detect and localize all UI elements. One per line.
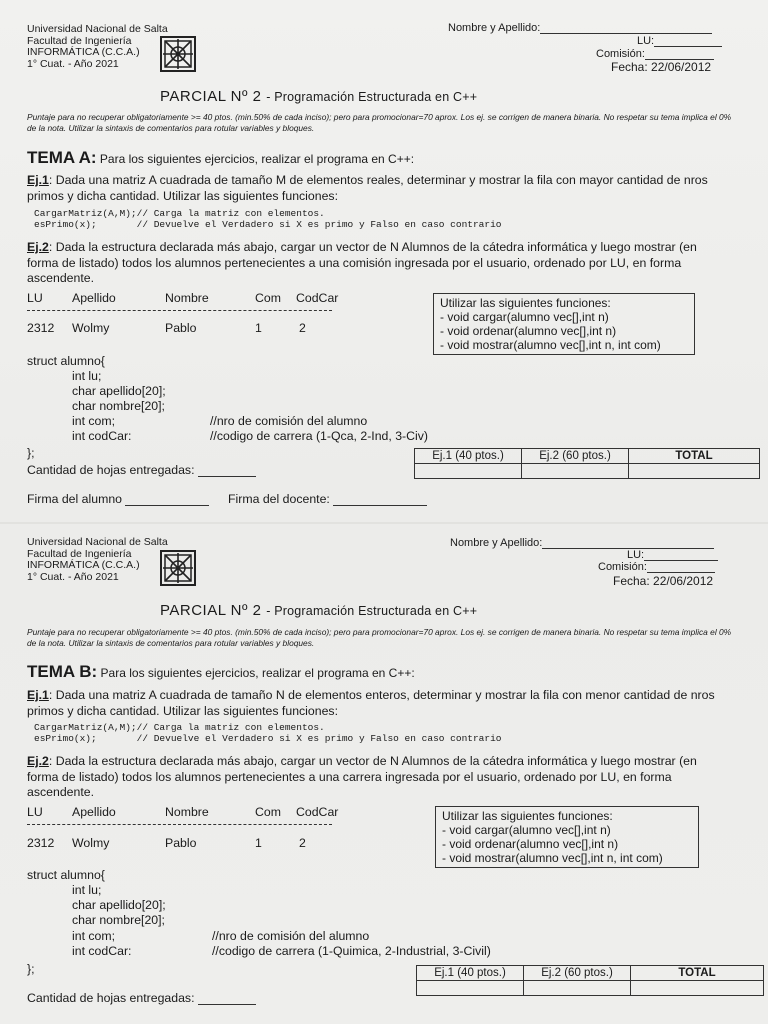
university-block: Universidad Nacional de Salta Facultad de Ingeniería INFORMÁTICA (C.C.A.) 1° Cuat. - Año 2021 — [27, 536, 168, 583]
functions-box-a: Utilizar las siguientes funciones: - void cargar(alumno vec[],int n) - void ordenar(alumno vec[],int n) - void mostrar(alumno vec[],int n, int com) — [433, 293, 695, 355]
grading-note: Puntaje para no recuperar obligatoriamente >= 40 ptos. (min.50% de cada inciso); pero para promocionar=70 aprox. Los ej. se corrigen de manera binaria. No respetar su tema implica el 0% de la nota. Utilizar la sintaxis de comentarios para rotular variables y bloques. — [27, 112, 732, 133]
lu-field[interactable]: LU: — [627, 549, 718, 561]
hojas-field[interactable]: Cantidad de hojas entregadas: — [27, 463, 256, 477]
comision-field[interactable]: Comisión: — [598, 561, 715, 573]
firma-docente-field[interactable]: Firma del docente: — [228, 492, 427, 506]
score-cell-ej1[interactable] — [415, 464, 522, 479]
faculty-logo-icon — [160, 550, 196, 586]
score-cell-total[interactable] — [631, 981, 764, 996]
score-cell-ej2[interactable] — [524, 981, 631, 996]
hojas-field[interactable]: Cantidad de hojas entregadas: — [27, 991, 256, 1005]
tema-b-ej1: Ej.1: Dada una matriz A cuadrada de tamaño N de elementos enteros, determinar y mostrar la fila con menor cantidad de nros primos y dicha cantidad. Utilizar las siguientes funciones: — [27, 688, 715, 718]
exam-page: Universidad Nacional de Salta Facultad de Ingeniería INFORMÁTICA (C.C.A.) 1° Cuat. - Año 2021 Nombre y Apellido: LU: Comisión: Fecha: 22/06/2012 PARCIAL Nº 2 - Programación Estructurada en C++ Puntaje para no recuperar obligatoriamente >= 40 ptos. (min.50% de cada inciso); pero para promocionar=70 aprox. Los ej. se corrigen de manera binaria. No respetar su tema implica el 0% de la nota. Utilizar la sintaxis de comentarios para rotular variables y bloques. TEMA A: Para los siguientes ejercicios, realizar el programa en C++: Ej.1: Dada una matriz A cuadrada de tamaño M de elementos reales, determinar y mostrar la fila con mayor cantidad de nros primos y dicha cantidad. Utilizar las siguientes funciones: CargarMatriz(A,M);// Carga la matriz con elementos. esPrimo(x); // Devuelve el Verdadero si X es primo y Falso en caso contrario Ej.2: Dada la estructura declarada más abajo, cargar un vector de N Alumnos de la cátedra informática y luego mostrar (en forma de listado) todos los alumnos pertenecientes a una comisión ingresada por el usuario, ordenado por LU, en forma ascendente. LU Apellido Nombre Com CodCar 2312 Wolmy Pablo 1 2 Utilizar las siguientes funciones: - void cargar(alumno vec[],int n) - void ordenar(alumno vec[],int n) - void mostrar(alumno vec[],int n, int com) struct alumno{ int lu; char apellido[20]; char nombre[20]; int com; //nro de comisión del alumno int codCar: //codigo de carrera (1-Qca, 2-Ind, 3-Civ) }; Ej.1 (40 ptos.) Ej.2 (60 ptos.) TOTAL Cantidad de hojas entregadas: Firma del alumno Firma del docente: Universidad Nacional de Salta Facultad de Ingeniería INFORMÁTICA (C.C.A.) 1° Cuat. - Año 2021 Nombre y Apellido: LU: Comisión: Fecha: 22/06/2012 PARCIAL Nº 2 - Programación Estructurada en C++ Puntaje para no recuperar obligatoriamente >= 40 ptos. (min.50% de cada inciso); pero para promocionar=70 aprox. Los ej. se corrigen de manera binaria. No respetar su tema implica el 0% de la nota. Utilizar la sintaxis de comentarios para rotular variables y bloques. TEMA B: Para los siguientes ejercicios, realizar el programa en C++: Ej.1: Dada una matriz A cuadrada de tamaño N de elementos enteros, determinar y mostrar la fila con menor cantidad de nros primos y dicha cantidad. Utilizar las siguientes funciones: CargarMatriz(A,M);// Carga la matriz con elementos. esPrimo(x); // Devuelve el Verdadero si X es primo y Falso en caso contrario Ej.2: Dada la estructura declarada más abajo, cargar un vector de N Alumnos de la cátedra informática y luego mostrar (en forma de listado) todos los alumnos pertenecientes a una carrera ingresada por el usuario, ordenado por LU, en forma ascendente. LU Apellido Nombre Com CodCar 2312 Wolmy Pablo 1 2 Utilizar las siguientes funciones: - void cargar(alumno vec[],int n) - void ordenar(alumno vec[],int n) - void mostrar(alumno vec[],int n, int com) struct alumno{ int lu; char apellido[20]; char nombre[20]; int com; //nro de comisión del alumno int codCar: //codigo de carrera (1-Quimica, 2-Industrial, 3-Civil) }; Ej.1 (40 ptos.) Ej.2 (60 ptos.) TOTAL Cantidad de hojas entregadas: — [0, 0, 768, 1024]
tema-b-heading: TEMA B: Para los siguientes ejercicios, realizar el programa en C++: — [27, 662, 415, 681]
score-cell-ej2[interactable] — [522, 464, 629, 479]
nombre-field[interactable]: Nombre y Apellido: — [448, 22, 712, 34]
faculty-logo-icon — [160, 36, 196, 72]
page-separator — [0, 522, 768, 524]
tema-b-ej1-code: CargarMatriz(A,M);// Carga la matriz con elementos. esPrimo(x); // Devuelve el Verdadero si X es primo y Falso en caso contrario — [34, 722, 502, 744]
score-cell-total[interactable] — [629, 464, 760, 479]
functions-box-b: Utilizar las siguientes funciones: - void cargar(alumno vec[],int n) - void ordenar(alumno vec[],int n) - void mostrar(alumno vec[],int n, int com) — [435, 806, 699, 868]
score-cell-ej1[interactable] — [417, 981, 524, 996]
nombre-field[interactable]: Nombre y Apellido: — [450, 537, 714, 549]
firma-alumno-field[interactable]: Firma del alumno — [27, 492, 209, 506]
tema-a-ej1-code: CargarMatriz(A,M);// Carga la matriz con elementos. esPrimo(x); // Devuelve el Verdadero si X es primo y Falso en caso contrario — [34, 208, 502, 230]
lu-field[interactable]: LU: — [637, 35, 722, 47]
tema-a-ej2: Ej.2: Dada la estructura declarada más abajo, cargar un vector de N Alumnos de la cátedra informática y luego mostrar (en forma de listado) todos los alumnos pertenecientes a una comisión ingresada por el usuario, ordenado por LU, en forma ascendente. — [27, 240, 697, 285]
table-divider — [27, 824, 332, 825]
grading-note: Puntaje para no recuperar obligatoriamente >= 40 ptos. (min.50% de cada inciso); pero para promocionar=70 aprox. Los ej. se corrigen de manera binaria. No respetar su tema implica el 0% de la nota. Utilizar la sintaxis de comentarios para rotular variables y bloques. — [27, 627, 732, 648]
exam-date: Fecha: 22/06/2012 — [613, 574, 714, 588]
tema-a-ej1: Ej.1: Dada una matriz A cuadrada de tamaño M de elementos reales, determinar y mostrar la fila con mayor cantidad de nros primos y dicha cantidad. Utilizar las siguientes funciones: — [27, 173, 708, 203]
university-block: Universidad Nacional de Salta Facultad de Ingeniería INFORMÁTICA (C.C.A.) 1° Cuat. - Año 2021 — [27, 23, 168, 70]
exam-date: Fecha: 22/06/2012 — [611, 60, 712, 74]
table-divider — [27, 310, 332, 311]
tema-b-ej2: Ej.2: Dada la estructura declarada más abajo, cargar un vector de N Alumnos de la cátedra informática y luego mostrar (en forma de listado) todos los alumnos pertenecientes a una carrera ingresada por el usuario, ordenado por LU, en forma ascendente. — [27, 754, 697, 799]
tema-a-heading: TEMA A: Para los siguientes ejercicios, realizar el programa en C++: — [27, 148, 415, 167]
exam-title: PARCIAL Nº 2 - Programación Estructurada en C++ — [160, 88, 478, 105]
comision-field[interactable]: Comisión: — [596, 48, 714, 60]
exam-title: PARCIAL Nº 2 - Programación Estructurada en C++ — [160, 602, 478, 619]
score-table-b: Ej.1 (40 ptos.) Ej.2 (60 ptos.) TOTAL — [416, 965, 764, 996]
score-table-a: Ej.1 (40 ptos.) Ej.2 (60 ptos.) TOTAL — [414, 448, 760, 479]
